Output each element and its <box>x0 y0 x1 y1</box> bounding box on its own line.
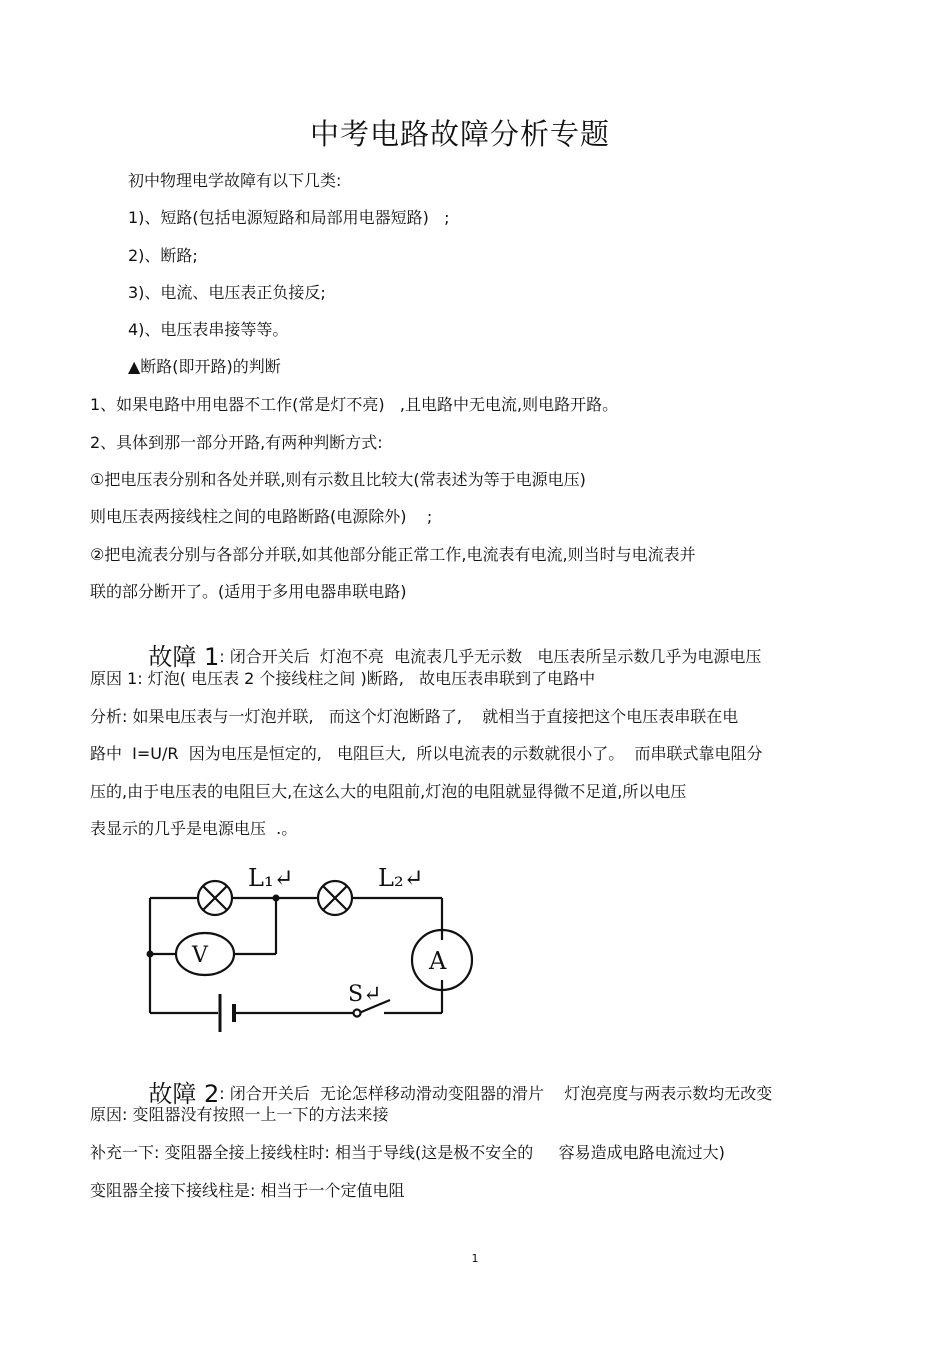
lamp-l2-label: L₂↵ <box>378 864 424 892</box>
fault2-desc: : 闭合开关后 无论怎样移动滑动变阻器的滑片 灯泡亮度与两表示数均无改变 <box>219 1084 773 1103</box>
intro-item-3: 3)、电流、电压表正负接反; <box>128 283 326 302</box>
fault1-analysis-3: 压的,由于电压表的电阻巨大,在这么大的电阻前,灯泡的电阻就显得微不足道,所以电压 <box>90 782 687 801</box>
intro-item-2: 2)、断路; <box>128 246 198 265</box>
page-number: 1 <box>471 1252 479 1265</box>
ammeter-label: A <box>429 947 447 975</box>
fault1-desc: : 闭合开关后 灯泡不亮 电流表几乎无示数 电压表所呈示数几乎为电源电压 <box>219 647 762 666</box>
fault1-analysis-2: 路中 I=U/R 因为电压是恒定的, 电阻巨大, 所以电流表的示数就很小了。 而串联式靠电阻分 <box>90 744 763 763</box>
open-circuit-p3: ①把电压表分别和各处并联,则有示数且比较大(常表述为等于电源电压) <box>90 470 586 489</box>
intro-item-1: 1)、短路(包括电源短路和局部用电器短路) ; <box>128 208 450 227</box>
lamp-l1-label: L₁↵ <box>248 864 294 892</box>
fault2-label: 故障 2 <box>148 1080 220 1108</box>
open-circuit-p2: 2、具体到那一部分开路,有两种判断方式: <box>90 433 383 452</box>
fault1-reason: 原因 1: 灯泡( 电压表 2 个接线柱之间 )断路, 故电压表串联到了电路中 <box>90 669 596 688</box>
intro-item-4: 4)、电压表串接等等。 <box>128 320 289 339</box>
fault1-label: 故障 1 <box>148 643 220 671</box>
voltmeter-label: V <box>192 943 208 968</box>
open-circuit-p4: 则电压表两接线柱之间的电路断路(电源除外) ; <box>90 507 433 526</box>
switch-label: S↵ <box>348 982 382 1007</box>
fault1-analysis-1: 分析: 如果电压表与一灯泡并联, 而这个灯泡断路了, 就相当于直接把这个电压表串联在电 <box>90 707 739 726</box>
page-title: 中考电路故障分析专题 <box>309 117 610 151</box>
circuit-diagram <box>130 858 490 1038</box>
open-circuit-p1: 1、如果电路中用电器不工作(常是灯不亮) ,且电路中无电流,则电路开路。 <box>90 395 619 414</box>
intro-lead: 初中物理电学故障有以下几类: <box>128 171 342 190</box>
open-circuit-p5: ②把电流表分别与各部分并联,如其他部分能正常工作,电流表有电流,则当时与电流表并 <box>90 545 696 564</box>
switch-contact <box>354 1010 361 1017</box>
open-circuit-p6: 联的部分断开了。(适用于多用电器串联电路) <box>90 582 407 601</box>
fault1-analysis-4: 表显示的几乎是电源电压 .。 <box>90 819 298 838</box>
fault2-supplement-2: 变阻器全接下接线柱是: 相当于一个定值电阻 <box>90 1181 405 1200</box>
junction-node-left <box>147 951 154 958</box>
fault2-reason: 原因: 变阻器没有按照一上一下的方法来接 <box>90 1105 389 1124</box>
fault2-supplement-1: 补充一下: 变阻器全接上接线柱时: 相当于导线(这是极不安全的 容易造成电路电流过大) <box>90 1143 725 1162</box>
open-circuit-heading: ▲断路(即开路)的判断 <box>128 357 281 376</box>
junction-node-top <box>273 895 280 902</box>
